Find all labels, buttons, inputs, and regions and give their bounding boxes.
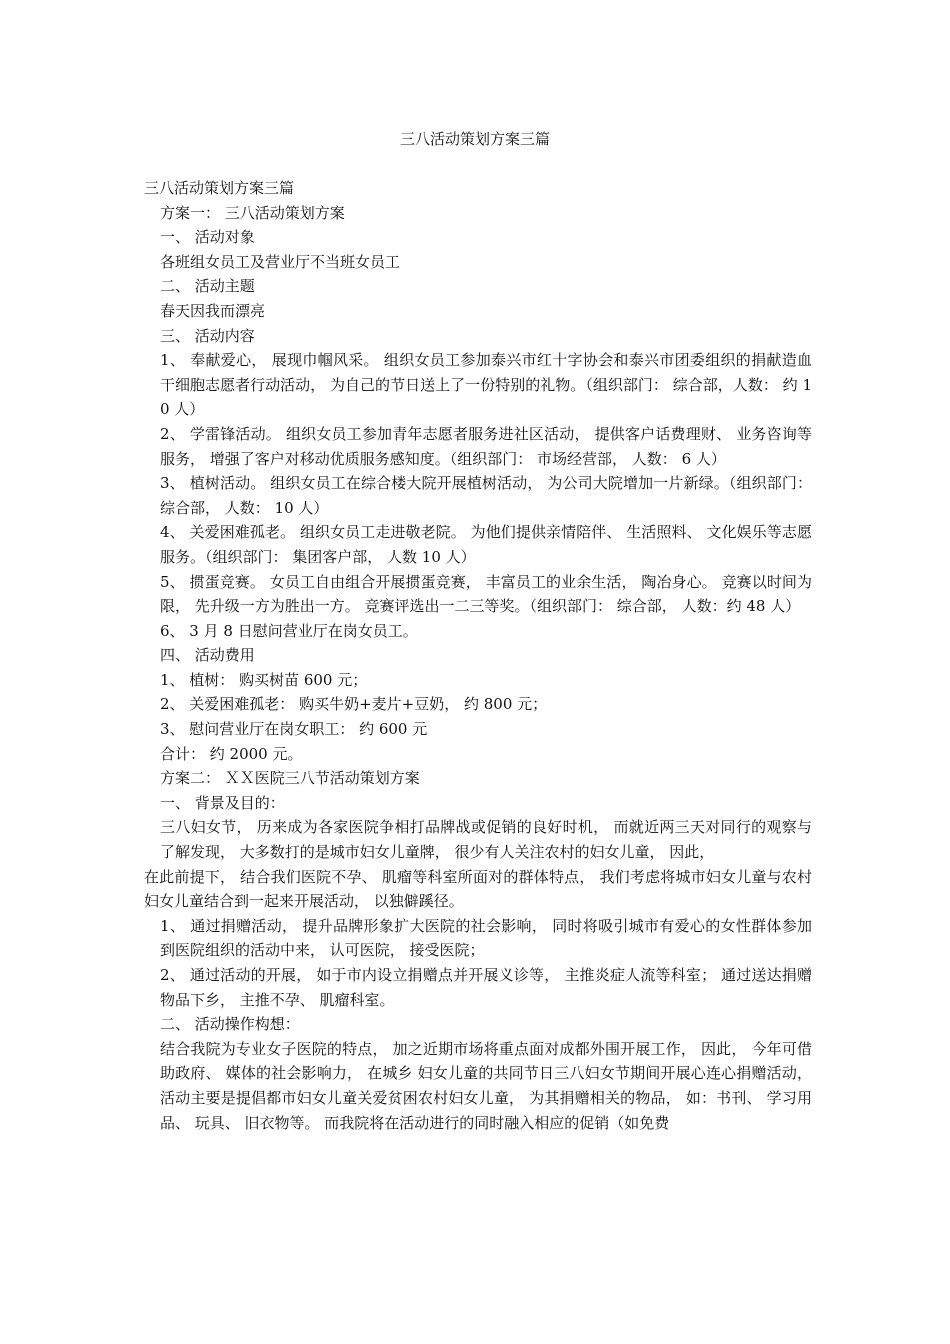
paragraph: 在此前提下， 结合我们医院不孕、 肌瘤等科室所面对的群体特点， 我们考虑将城市妇女儿童与农村妇女儿童结合到一起来开展活动， 以独僻蹊径。 [144,867,812,911]
total-line: 合计： 约 2000 元。 [160,744,303,763]
document-title: 三八活动策划方案三篇 [399,130,550,148]
paragraph: 三八妇女节， 历来成为各家医院争相打品牌战或促销的良好时机， 而就近两三天对同行的观察与了解发现， 大多数打的是城市妇女儿童牌， 很少有人关注农村的妇女儿童， 因此， [160,818,812,862]
section-heading: 一、 活动对象 [160,228,255,247]
list-item: 5、 掼蛋竞赛。 女员工自由组合开展掼蛋竞赛， 丰富员工的业余生活， 陶冶身心。 竞赛以时间为限， 先升级一方为胜出一方。 竞赛评选出一二三等奖。（组织部门： 综合部， 人数：约 48 人） [160,572,812,616]
section-heading: 二、 活动主题 [160,277,255,296]
plan-two-heading: 方案二： ＸＸ医院三八节活动策划方案 [160,769,420,788]
paragraph: 春天因我而漂亮 [160,301,266,320]
list-item: 4、 关爱困难孤老。 组织女员工走进敬老院。 为他们提供亲情陪伴、 生活照料、 文化娱乐等志愿服务。（组织部门： 集团客户部， 人数 10 人） [160,523,812,566]
list-item: 3、 慰问营业厅在岗女职工： 约 600 元 [160,720,428,739]
paragraph: 结合我院为专业女子医院的特点， 加之近期市场将重点面对成都外围开展工作， 因此， 今年可借助政府、 媒体的社会影响力， 在城乡 妇女儿童的共同节日三八妇女节期间开展心连心捐赠活动， 活动主要是提倡都市妇女儿童关爱贫困农村妇女儿童， 为其捐赠相关的物品， 如：书刊、 学习用品、 玩具、 旧衣物等。 而我院将在活动进行的同时融入相应的促销（如免费 [160,1039,812,1132]
section-heading: 四、 活动费用 [160,646,255,665]
list-item: 1、 奉献爱心， 展现巾帼风采。 组织女员工参加泰兴市红十字协会和泰兴市团委组织的捐献造血干细胞志愿者行动活动， 为自己的节日送上了一份特别的礼物。（组织部门： 综合部，人数： 约 10 人） [160,351,812,419]
section-heading: 三、 活动内容 [160,326,255,345]
list-item: 1、 通过捐赠活动， 提升品牌形象扩大医院的社会影响， 同时将吸引城市有爱心的女性群体参加到医院组织的活动中来， 认可医院， 接受医院； [160,916,812,960]
list-item: 2、 学雷锋活动。 组织女员工参加青年志愿者服务进社区活动， 提供客户话费理财、 业务咨询等服务， 增强了客户对移动优质服务感知度。（组织部门： 市场经营部， 人数： 6 人） [160,424,812,468]
section-heading: 二、 活动操作构想： [160,1015,300,1034]
heading-main: 三八活动策划方案三篇 [144,179,295,197]
list-item: 2、 通过活动的开展， 如于市内设立捐赠点并开展义诊等， 主推炎症人流等科室； 通过送达捐赠物品下乡， 主推不孕、 肌瘤科室。 [160,966,812,1009]
document-body [144,176,812,1135]
section-heading: 一、 背景及目的： [160,793,285,812]
list-item: 1、 植树： 购买树苗 600 元； [160,670,368,689]
list-item: 6、 3 月 8 日慰问营业厅在岗女员工。 [160,621,418,640]
paragraph: 各班组女员工及营业厅不当班女员工 [160,252,401,271]
plan-one-heading: 方案一： 三八活动策划方案 [160,203,345,222]
list-item: 2、 关爱困难孤老： 购买牛奶+麦片+豆奶， 约 800 元； [160,695,548,714]
list-item: 3、 植树活动。 组织女员工在综合楼大院开展植树活动， 为公司大院增加一片新绿。（组织部门： 综合部， 人数： 10 人） [160,474,812,517]
